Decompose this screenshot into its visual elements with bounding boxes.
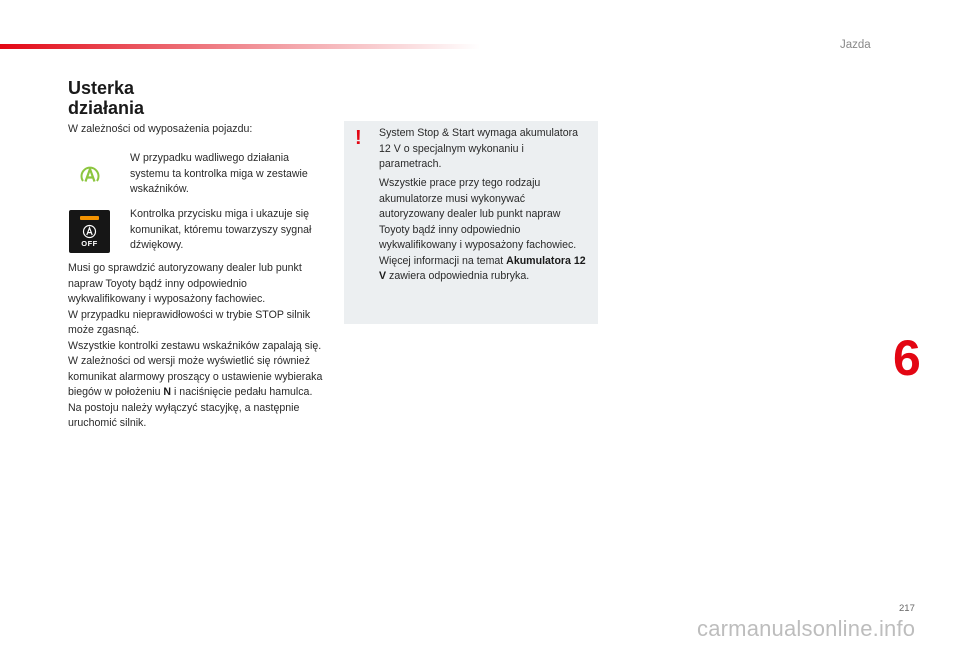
warning-text-2a: Wszystkie prace przy tego rodzaju akumulatorze musi wykonywać autoryzowany dealer lub punkt napraw Toyoty bądź inny odpowiednio wykwalifikowany i wyposażony fachowiec. xyxy=(379,177,577,251)
page-title xyxy=(68,78,144,118)
warning-text-3-pre: Więcej informacji na temat xyxy=(379,254,507,267)
orange-indicator-bar xyxy=(80,216,99,220)
warning-text-3 xyxy=(379,254,591,285)
title-line-1: Usterka xyxy=(68,78,135,98)
body-line-2: W przypadku nieprawidłowości w trybie STOP silnik może zgasnąć. xyxy=(68,308,311,336)
watermark: carmanualsonline.info xyxy=(697,616,916,641)
warning-text-3-post: zawiera odpowiednia rubryka. xyxy=(386,270,530,282)
warning-exclamation-icon: ! xyxy=(355,127,362,149)
page-number: 217 xyxy=(899,603,915,614)
auto-a-icon xyxy=(82,224,97,239)
warning-text-1: System Stop & Start wymaga akumulatora 12 V o specjalnym wykonaniu i parametrach. xyxy=(379,127,579,170)
off-button-text: Kontrolka przycisku miga i ukazuje się komunikat, któremu towarzyszy sygnał dźwiękowy. xyxy=(130,208,312,251)
off-label: OFF xyxy=(81,239,98,248)
chapter-number: 6 xyxy=(893,330,921,386)
gear-position-n: N xyxy=(163,386,172,398)
body-line-5: Na postoju należy wyłączyć stacyjkę, a następnie uruchomić silnik. xyxy=(68,401,300,429)
body-line-3: Wszystkie kontrolki zestawu wskaźników zapalają się. xyxy=(68,339,322,352)
auto-stop-start-green-icon xyxy=(79,164,101,186)
body-line-4 xyxy=(68,354,323,401)
warning-text-2 xyxy=(379,176,591,285)
body-line-4-post: i naciśnięcie pedału hamulca. xyxy=(171,386,313,398)
section-label: Jazda xyxy=(840,39,871,51)
body-line-4-pre: W zależności od wersji może wyświetlić się również komunikat alarmowy proszący o ustawienie wybieraka biegów w położeniu xyxy=(68,355,323,398)
header-accent-bar xyxy=(0,44,480,49)
battery-reference: Akumulatora 12 V xyxy=(379,254,586,282)
body-line-1: Musi go sprawdzić autoryzowany dealer lub punkt napraw Toyoty bądź inny odpowiednio wykwalifikowany i wyposażony fachowiec. xyxy=(68,262,302,305)
body-paragraph xyxy=(68,261,323,432)
intro-text: W zależności od wyposażenia pojazdu: xyxy=(68,123,253,135)
stop-start-off-button-icon xyxy=(69,210,110,253)
title-line-2: działania xyxy=(68,98,145,118)
green-indicator-text: W przypadku wadliwego działania systemu ta kontrolka miga w zestawie wskaźników. xyxy=(130,152,308,195)
